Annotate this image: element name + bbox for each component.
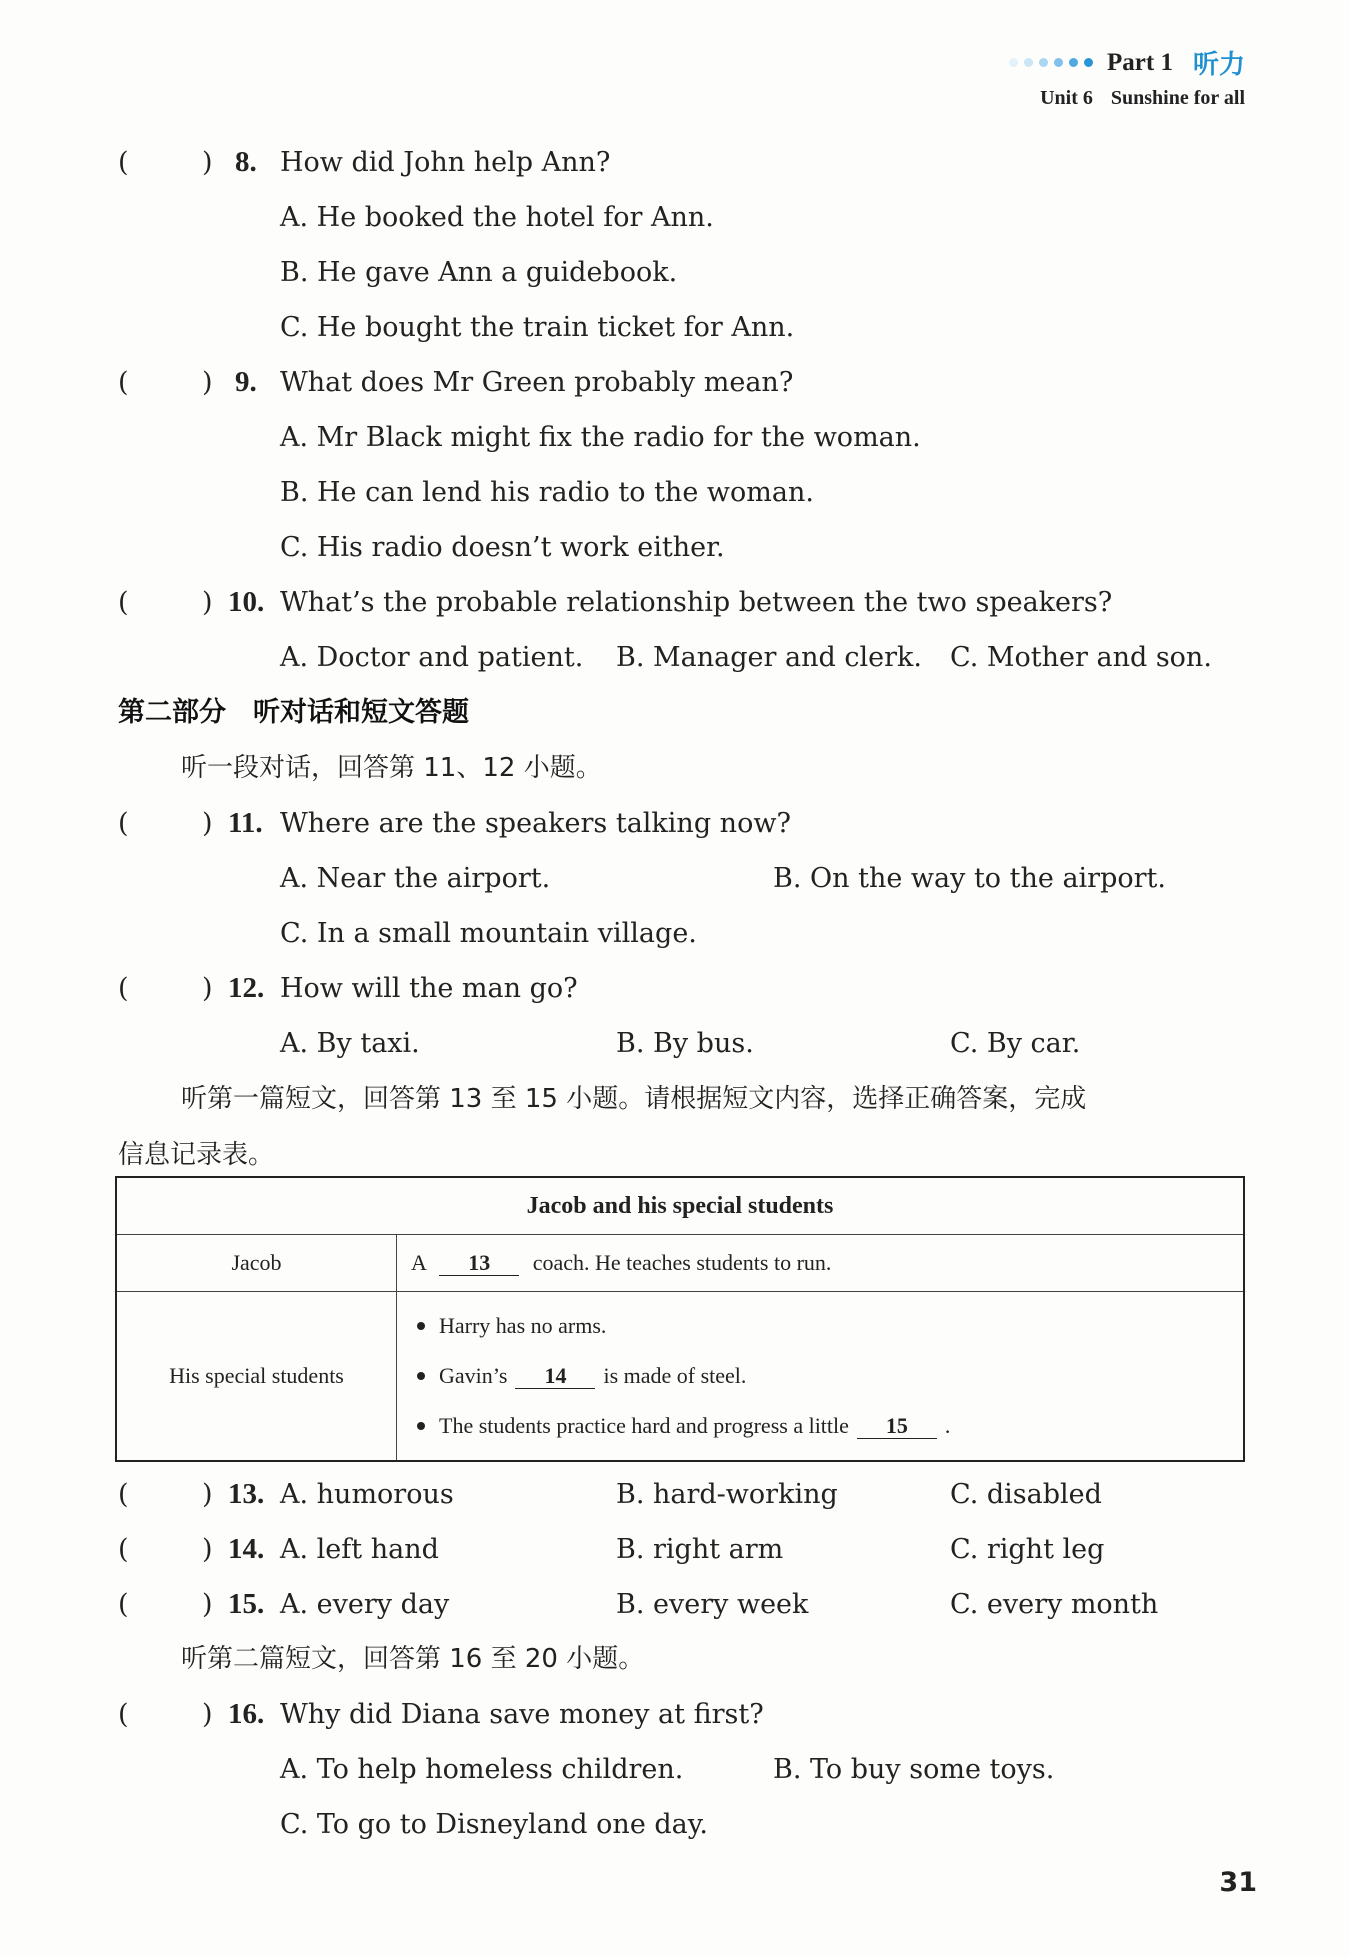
question-number: 16. [228, 1698, 265, 1730]
text-fragment: . [944, 1413, 951, 1438]
blank-13: 13 [439, 1251, 519, 1276]
question-11 [118, 796, 1248, 851]
option-c: C. By car. [950, 1028, 1081, 1059]
unit-line [1009, 87, 1245, 110]
instruction-16-20: 听第二篇短文，回答第 16 至 20 小题。 [181, 1644, 645, 1674]
question-15 [118, 1577, 1248, 1632]
text-fragment: A [411, 1250, 426, 1275]
bullet-item [411, 1301, 1242, 1351]
instruction-line-1: 听第一篇短文，回答第 13 至 15 小题。请根据短文内容，选择正确答案，完成 [181, 1084, 1087, 1114]
option-c: C. In a small mountain village. [280, 918, 697, 949]
answer-paren-open: ( [118, 587, 129, 618]
option-a: A. He booked the hotel for Ann. [280, 202, 714, 233]
question-9 [118, 355, 1248, 410]
text-fragment: Gavin’s [439, 1363, 508, 1388]
question-text: Why did Diana save money at first? [280, 1699, 764, 1730]
blank-15: 15 [857, 1414, 937, 1439]
question-text: What’s the probable relationship between the two speakers? [280, 587, 1113, 618]
answer-paren-close: ) [202, 367, 213, 398]
bullet-icon [417, 1322, 425, 1330]
question-text: How will the man go? [280, 973, 578, 1004]
bullet-icon [417, 1422, 425, 1430]
page-header [1009, 44, 1245, 110]
question-text: How did John help Ann? [280, 147, 611, 178]
answer-paren-open: ( [118, 367, 129, 398]
question-number: 13. [228, 1478, 265, 1510]
bullet-item [411, 1401, 1242, 1451]
option-a: A. To help homeless children. [280, 1754, 684, 1785]
answer-paren-close: ) [202, 1479, 213, 1510]
option-c: C. every month [950, 1589, 1159, 1620]
info-record-table [115, 1176, 1245, 1462]
option-c: C. To go to Disneyland one day. [280, 1809, 709, 1840]
answer-paren-open: ( [118, 1589, 129, 1620]
text-fragment: coach. He teaches students to run. [532, 1250, 832, 1275]
option-b: B. He gave Ann a guidebook. [280, 257, 678, 288]
option-a: A. Near the airport. [280, 863, 551, 894]
answer-paren-open: ( [118, 1534, 129, 1565]
instruction-13-15 [118, 1071, 1248, 1183]
option-b: B. every week [616, 1589, 809, 1620]
answer-paren-open: ( [118, 1479, 129, 1510]
option-b: B. To buy some toys. [773, 1754, 1055, 1785]
answer-paren-close: ) [202, 973, 213, 1004]
dot-icon [1054, 58, 1063, 67]
question-number: 12. [228, 972, 265, 1004]
table-title: Jacob and his special students [116, 1177, 1244, 1235]
dot-icon [1024, 58, 1033, 67]
row-label-jacob: Jacob [116, 1235, 397, 1292]
question-number: 8. [235, 146, 257, 178]
bullet-icon [417, 1372, 425, 1380]
option-c: C. right leg [950, 1534, 1105, 1565]
decorative-dots [1009, 58, 1093, 67]
option-c: C. His radio doesn’t work either. [280, 532, 725, 563]
question-number: 14. [228, 1533, 265, 1565]
section-label: 听力 [1192, 50, 1245, 80]
bullet-text: Harry has no arms. [439, 1313, 607, 1338]
option-a: A. By taxi. [280, 1028, 420, 1059]
answer-paren-open: ( [118, 973, 129, 1004]
answer-paren-close: ) [202, 147, 213, 178]
text-fragment: The students practice hard and progress a little [439, 1413, 849, 1438]
option-a: A. Mr Black might fix the radio for the woman. [280, 422, 921, 453]
question-8 [118, 135, 1248, 190]
unit-number: Unit 6 [1040, 87, 1093, 109]
answer-paren-open: ( [118, 147, 129, 178]
section-title: 第二部分 听对话和短文答题 [118, 697, 469, 728]
option-c: C. Mother and son. [950, 642, 1212, 673]
text-fragment: is made of steel. [603, 1363, 747, 1388]
option-a: A. every day [280, 1589, 450, 1620]
instruction-11-12: 听一段对话，回答第 11、12 小题。 [181, 753, 602, 783]
option-a: A. Doctor and patient. [280, 642, 584, 673]
option-b: B. On the way to the airport. [773, 863, 1166, 894]
answer-paren-close: ) [202, 1699, 213, 1730]
question-number: 15. [228, 1588, 265, 1620]
answer-paren-open: ( [118, 1699, 129, 1730]
dot-icon [1039, 58, 1048, 67]
question-13 [118, 1467, 1248, 1522]
questions-lower [118, 1467, 1248, 1852]
question-number: 11. [228, 807, 263, 839]
answer-paren-open: ( [118, 808, 129, 839]
row-content-students [397, 1292, 1245, 1462]
question-text: What does Mr Green probably mean? [280, 367, 794, 398]
questions-upper [118, 135, 1248, 1183]
question-16 [118, 1687, 1248, 1742]
question-number: 10. [228, 586, 265, 618]
page-number: 31 [1219, 1867, 1257, 1898]
option-b: B. right arm [616, 1534, 784, 1565]
option-b: B. Manager and clerk. [616, 642, 922, 673]
question-text: Where are the speakers talking now? [280, 808, 791, 839]
dot-icon [1069, 58, 1078, 67]
part-label: Part 1 [1107, 48, 1173, 76]
row-label-students: His special students [116, 1292, 397, 1462]
unit-title: Sunshine for all [1110, 87, 1245, 109]
dot-icon [1009, 58, 1018, 67]
answer-paren-close: ) [202, 808, 213, 839]
question-number: 9. [235, 366, 257, 398]
option-a: A. left hand [280, 1534, 439, 1565]
option-b: B. By bus. [616, 1028, 754, 1059]
row-content-jacob [397, 1235, 1245, 1292]
dot-icon [1084, 58, 1093, 67]
option-c: C. He bought the train ticket for Ann. [280, 312, 795, 343]
question-14 [118, 1522, 1248, 1577]
option-b: B. hard-working [616, 1479, 838, 1510]
option-a: A. humorous [280, 1479, 454, 1510]
answer-paren-close: ) [202, 1534, 213, 1565]
bullet-item [411, 1351, 1242, 1401]
option-c: C. disabled [950, 1479, 1102, 1510]
question-10 [118, 575, 1248, 630]
question-12 [118, 961, 1248, 1016]
answer-paren-close: ) [202, 587, 213, 618]
answer-paren-close: ) [202, 1589, 213, 1620]
blank-14: 14 [515, 1364, 595, 1389]
option-b: B. He can lend his radio to the woman. [280, 477, 814, 508]
instruction-line-2: 信息记录表。 [118, 1140, 275, 1170]
